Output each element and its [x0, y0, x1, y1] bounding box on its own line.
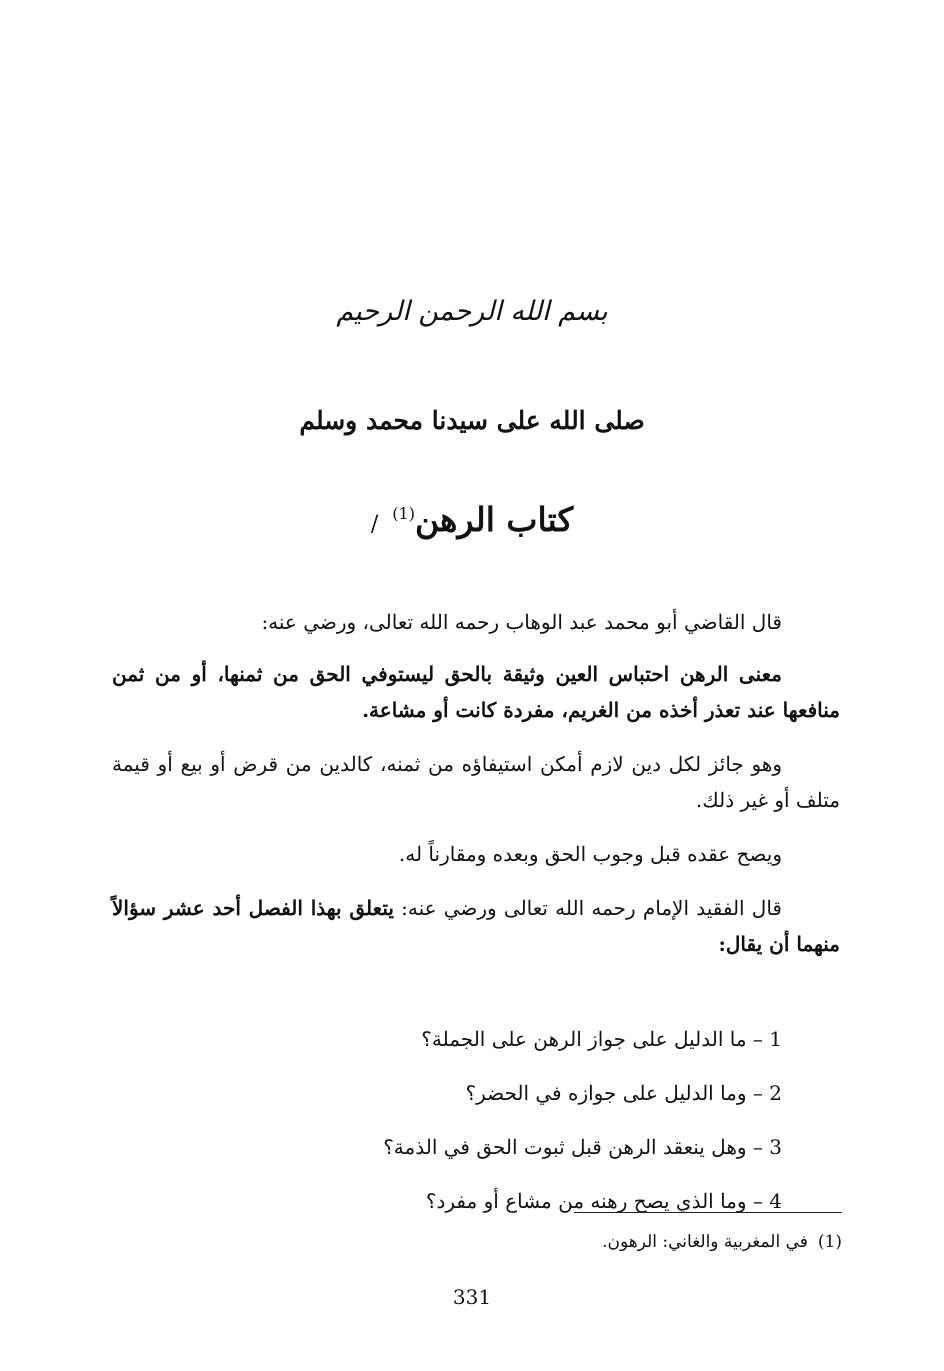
question-list: [112, 1012, 840, 1228]
chapter-title-text: كتاب الرهن: [414, 500, 574, 539]
question-item: 1 – ما الدليل على جواز الرهن على الجملة؟: [421, 1027, 782, 1051]
definition-paragraph: معنى الرهن احتباس العين وثيقة بالحق ليستوفي الحق من ثمنها، أو من ثمن منافعها عند تعذر أخذه من الغريم، مفردة كانت أو مشاعة.: [112, 662, 840, 722]
imam-paragraph-plain: قال الفقيد الإمام رحمه الله تعالى ورضي عنه:: [393, 896, 782, 920]
basmala-heading: بسم الله الرحمن الرحيم: [336, 296, 608, 327]
question-item: 3 – وهل ينعقد الرهن قبل ثبوت الحق في الذمة؟: [383, 1135, 782, 1159]
page-number: 331: [452, 1285, 492, 1309]
body-text: [112, 604, 840, 980]
permissibility-paragraph: وهو جائز لكل دين لازم أمكن استيفاؤه من ثمنه، كالدين من قرض أو بيع أو قيمة متلف أو غير ذلك.: [112, 752, 840, 812]
imam-paragraph: [112, 890, 840, 962]
chapter-footnote-ref: (1): [392, 504, 415, 523]
page-break-slash: /: [370, 512, 379, 537]
question-item: 2 – وما الدليل على جوازه في الحضر؟: [465, 1081, 782, 1105]
footnote-divider: [574, 1212, 842, 1213]
salawat-line: صلى الله على سيدنا محمد وسلم: [299, 406, 645, 435]
footnote-text: في المغربية والغاني: الرهون.: [602, 1232, 808, 1252]
chapter-title: [0, 500, 944, 539]
footnote: [602, 1232, 842, 1252]
question-item: 4 – وما الذي يصح رهنه من مشاع أو مفرد؟: [425, 1189, 782, 1213]
intro-paragraph: قال القاضي أبو محمد عبد الوهاب رحمه الله تعالى، ورضي عنه:: [261, 610, 782, 634]
validity-paragraph: ويصح عقده قبل وجوب الحق وبعده ومقارناً له.: [398, 842, 782, 866]
imam-paragraph-bold: يتعلق بهذا الفصل أحد عشر سؤالاً منهما أن يقال:: [112, 896, 840, 956]
footnote-mark: (1): [817, 1232, 842, 1252]
